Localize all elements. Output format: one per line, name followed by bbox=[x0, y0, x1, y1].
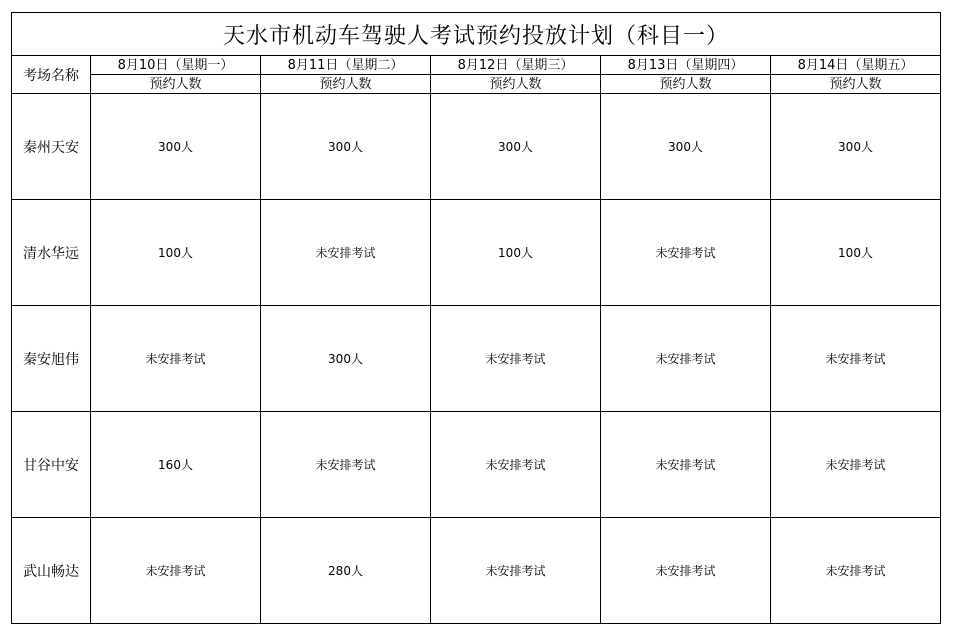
date-header: 8月13日（星期四） bbox=[601, 56, 771, 75]
site-column-header: 考场名称 bbox=[12, 56, 91, 94]
site-name: 武山畅达 bbox=[12, 518, 91, 624]
schedule-sheet bbox=[11, 12, 940, 624]
quota-cell: 300人 bbox=[771, 94, 941, 200]
table-row bbox=[12, 518, 941, 624]
date-header: 8月10日（星期一） bbox=[91, 56, 261, 75]
quota-subheader: 预约人数 bbox=[261, 75, 431, 94]
site-name: 清水华远 bbox=[12, 200, 91, 306]
quota-cell: 300人 bbox=[261, 94, 431, 200]
date-header: 8月11日（星期二） bbox=[261, 56, 431, 75]
quota-cell: 300人 bbox=[601, 94, 771, 200]
quota-subheader: 预约人数 bbox=[431, 75, 601, 94]
quota-cell: 未安排考试 bbox=[771, 518, 941, 624]
quota-cell: 300人 bbox=[261, 306, 431, 412]
quota-cell: 100人 bbox=[771, 200, 941, 306]
quota-subheader: 预约人数 bbox=[601, 75, 771, 94]
quota-cell: 未安排考试 bbox=[601, 518, 771, 624]
quota-cell: 未安排考试 bbox=[601, 306, 771, 412]
date-header: 8月14日（星期五） bbox=[771, 56, 941, 75]
quota-cell: 未安排考试 bbox=[771, 412, 941, 518]
quota-cell: 未安排考试 bbox=[601, 200, 771, 306]
sub-header-row bbox=[12, 75, 941, 94]
table-row bbox=[12, 94, 941, 200]
site-name: 秦安旭伟 bbox=[12, 306, 91, 412]
quota-cell: 未安排考试 bbox=[601, 412, 771, 518]
site-name: 秦州天安 bbox=[12, 94, 91, 200]
quota-cell: 100人 bbox=[431, 200, 601, 306]
quota-cell: 未安排考试 bbox=[91, 306, 261, 412]
date-header-row bbox=[12, 56, 941, 75]
quota-cell: 未安排考试 bbox=[261, 412, 431, 518]
quota-cell: 280人 bbox=[261, 518, 431, 624]
table-row bbox=[12, 412, 941, 518]
quota-cell: 未安排考试 bbox=[91, 518, 261, 624]
quota-cell: 未安排考试 bbox=[431, 306, 601, 412]
page-title: 天水市机动车驾驶人考试预约投放计划（科目一） bbox=[12, 13, 941, 56]
site-name: 甘谷中安 bbox=[12, 412, 91, 518]
quota-cell: 300人 bbox=[91, 94, 261, 200]
quota-subheader: 预约人数 bbox=[91, 75, 261, 94]
quota-cell: 未安排考试 bbox=[771, 306, 941, 412]
quota-cell: 100人 bbox=[91, 200, 261, 306]
quota-cell: 未安排考试 bbox=[431, 412, 601, 518]
quota-cell: 未安排考试 bbox=[261, 200, 431, 306]
date-header: 8月12日（星期三） bbox=[431, 56, 601, 75]
table-row bbox=[12, 306, 941, 412]
title-row bbox=[12, 13, 941, 56]
quota-cell: 160人 bbox=[91, 412, 261, 518]
quota-cell: 300人 bbox=[431, 94, 601, 200]
schedule-table bbox=[11, 12, 941, 624]
table-row bbox=[12, 200, 941, 306]
quota-cell: 未安排考试 bbox=[431, 518, 601, 624]
quota-subheader: 预约人数 bbox=[771, 75, 941, 94]
